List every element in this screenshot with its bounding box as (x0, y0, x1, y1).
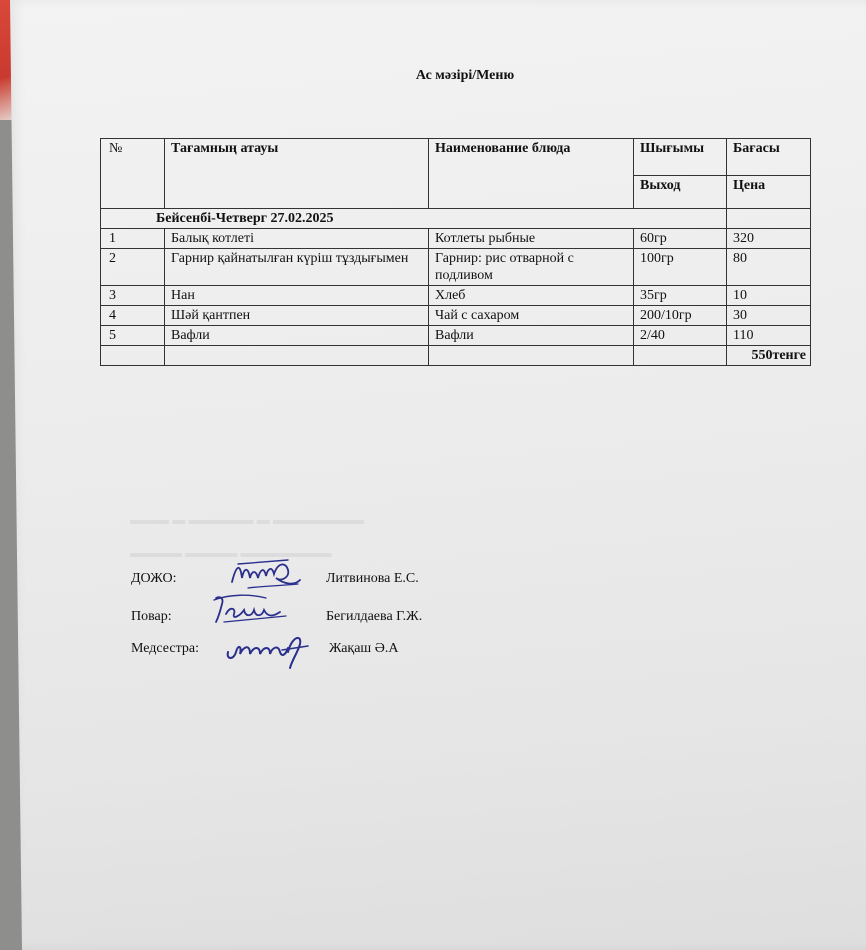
bleed-through-text: ▬▬▬ ▬ ▬▬▬▬▬ ▬ ▬▬▬▬▬▬▬ (130, 512, 364, 527)
total-empty-cell (429, 346, 634, 366)
row-yield: 35гр (634, 286, 727, 306)
cook-name: Бегилдаева Г.Ж. (326, 609, 423, 624)
row-price: 30 (727, 306, 811, 326)
day-label: Бейсенбі-Четверг 27.02.2025 (101, 209, 727, 229)
row-num: 3 (101, 286, 165, 306)
row-price: 110 (727, 326, 811, 346)
header-yield-ru: Выход (634, 176, 727, 209)
row-ru-name: Хлеб (429, 286, 634, 306)
row-ru-name: Чай с сахаром (429, 306, 634, 326)
row-price: 80 (727, 249, 811, 286)
total-empty-cell (101, 346, 165, 366)
row-ru-name: Гарнир: рис отварной с подливом (429, 249, 634, 286)
header-price-kz: Бағасы (727, 139, 811, 176)
director-name: Литвинова Е.С. (326, 571, 419, 586)
table-row (101, 249, 811, 286)
day-empty-cell (727, 209, 811, 229)
row-yield: 2/40 (634, 326, 727, 346)
row-yield: 60гр (634, 229, 727, 249)
menu-rows (101, 229, 811, 346)
row-yield: 200/10гр (634, 306, 727, 326)
table-row (101, 286, 811, 306)
total-empty-cell (634, 346, 727, 366)
cook-signature (210, 592, 290, 628)
table-row (101, 326, 811, 346)
row-price: 10 (727, 286, 811, 306)
row-kz-name: Нан (165, 286, 429, 306)
page-title: Ас мәзірі/Меню (415, 68, 515, 83)
header-num: № (101, 139, 165, 209)
total-row (101, 346, 811, 366)
row-yield: 100гр (634, 249, 727, 286)
header-yield-kz: Шығымы (634, 139, 727, 176)
header-kz-name: Тағамның атауы (165, 139, 429, 209)
table-row (101, 229, 811, 249)
table-row (101, 306, 811, 326)
director-signature (228, 556, 306, 596)
row-num: 1 (101, 229, 165, 249)
row-num: 5 (101, 326, 165, 346)
header-price-ru: Цена (727, 176, 811, 209)
row-ru-name: Котлеты рыбные (429, 229, 634, 249)
day-row (101, 209, 811, 229)
total-empty-cell (165, 346, 429, 366)
director-label: ДОЖО: (131, 571, 177, 586)
table-header-row (101, 139, 811, 176)
nurse-signature (222, 630, 314, 670)
bleed-through-text: ▬▬▬▬ ▬▬▬▬ ▬▬▬▬▬▬▬ (130, 545, 332, 560)
row-price: 320 (727, 229, 811, 249)
row-kz-name: Балық котлеті (165, 229, 429, 249)
row-kz-name: Вафли (165, 326, 429, 346)
row-num: 4 (101, 306, 165, 326)
row-kz-name: Шәй қантпен (165, 306, 429, 326)
nurse-name: Жақаш Ә.А (329, 641, 399, 656)
cook-label: Повар: (131, 609, 172, 624)
row-kz-name: Гарнир қайнатылған күріш тұздығымен (165, 249, 429, 286)
nurse-label: Медсестра: (131, 641, 199, 656)
total-price: 550тенге (727, 346, 811, 366)
row-ru-name: Вафли (429, 326, 634, 346)
header-ru-name: Наименование блюда (429, 139, 634, 209)
menu-table (100, 138, 811, 366)
row-num: 2 (101, 249, 165, 286)
